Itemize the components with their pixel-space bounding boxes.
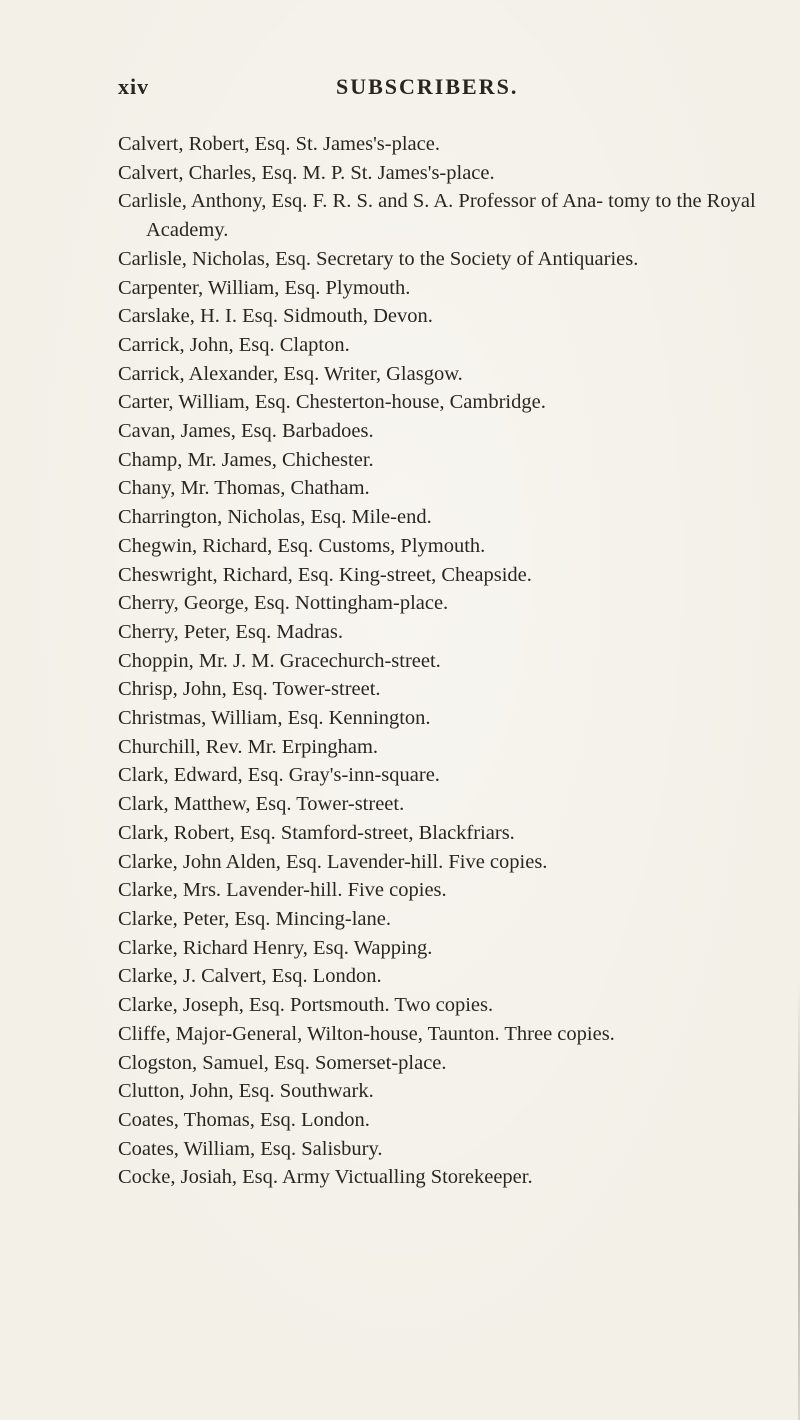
subscriber-entry: Carrick, Alexander, Esq. Writer, Glasgow. bbox=[118, 362, 463, 385]
subscriber-entry: Cliffe, Major-General, Wilton-house, Taunton. Three copies. bbox=[118, 1022, 615, 1045]
subscriber-entry: Clarke, Mrs. Lavender-hill. Five copies. bbox=[118, 879, 447, 902]
subscriber-entry: Carslake, H. I. Esq. Sidmouth, Devon. bbox=[118, 305, 433, 328]
subscriber-entry: Chrisp, John, Esq. Tower-street. bbox=[118, 678, 381, 701]
subscriber-entry: Champ, Mr. James, Chichester. bbox=[118, 448, 374, 471]
subscriber-entry: Clark, Matthew, Esq. Tower-street. bbox=[118, 793, 405, 816]
subscriber-entry: Cavan, James, Esq. Barbadoes. bbox=[118, 420, 374, 443]
subscriber-entry: Clarke, Peter, Esq. Mincing-lane. bbox=[118, 907, 392, 930]
subscriber-entry: Cheswright, Richard, Esq. King-street, Cheapside. bbox=[118, 563, 532, 586]
subscriber-entry: Clark, Edward, Esq. Gray's-inn-square. bbox=[118, 764, 440, 787]
subscriber-entry: Coates, William, Esq. Salisbury. bbox=[118, 1137, 383, 1160]
subscriber-entry: Clarke, Richard Henry, Esq. Wapping. bbox=[118, 936, 433, 959]
subscriber-entry: Chegwin, Richard, Esq. Customs, Plymouth. bbox=[118, 534, 486, 557]
subscriber-entry: Clarke, Joseph, Esq. Portsmouth. Two copies. bbox=[118, 994, 494, 1017]
subscriber-list bbox=[118, 130, 798, 1192]
subscriber-entry: Carrick, John, Esq. Clapton. bbox=[118, 333, 350, 356]
page-header bbox=[0, 74, 800, 114]
subscriber-entry: Clarke, John Alden, Esq. Lavender-hill. Five copies. bbox=[118, 850, 548, 873]
subscriber-entry: Clarke, J. Calvert, Esq. London. bbox=[118, 965, 382, 988]
subscriber-entry: Cherry, Peter, Esq. Madras. bbox=[118, 620, 343, 643]
subscriber-entry: Calvert, Charles, Esq. M. P. St. James's-place. bbox=[118, 161, 495, 184]
subscriber-entry: Choppin, Mr. J. M. Gracechurch-street. bbox=[118, 649, 441, 672]
subscriber-entry: Cherry, George, Esq. Nottingham-place. bbox=[118, 592, 449, 615]
subscriber-entry: Carpenter, William, Esq. Plymouth. bbox=[118, 276, 411, 299]
subscriber-entry: Churchill, Rev. Mr. Erpingham. bbox=[118, 735, 379, 758]
subscriber-entry: Cocke, Josiah, Esq. Army Victualling Storekeeper. bbox=[118, 1166, 533, 1189]
running-title: SUBSCRIBERS. bbox=[336, 74, 519, 99]
page-number: xiv bbox=[118, 74, 150, 99]
subscriber-entry: Carter, William, Esq. Chesterton-house, Cambridge. bbox=[118, 391, 546, 414]
subscriber-entry: Carlisle, Anthony, Esq. F. R. S. and S. A. Professor of Ana- tomy to the Royal Academy. bbox=[118, 190, 756, 242]
subscriber-entry: Chany, Mr. Thomas, Chatham. bbox=[118, 477, 370, 500]
subscriber-entry: Coates, Thomas, Esq. London. bbox=[118, 1108, 370, 1131]
subscriber-entry: Clark, Robert, Esq. Stamford-street, Blackfriars. bbox=[118, 821, 515, 844]
subscriber-entry: Carlisle, Nicholas, Esq. Secretary to the Society of Antiquaries. bbox=[118, 247, 639, 270]
subscriber-entry: Charrington, Nicholas, Esq. Mile-end. bbox=[118, 506, 432, 529]
subscriber-entry: Clogston, Samuel, Esq. Somerset-place. bbox=[118, 1051, 447, 1074]
subscriber-entry: Clutton, John, Esq. Southwark. bbox=[118, 1080, 374, 1103]
subscriber-entry: Christmas, William, Esq. Kennington. bbox=[118, 707, 431, 730]
subscriber-entry: Calvert, Robert, Esq. St. James's-place. bbox=[118, 133, 440, 155]
